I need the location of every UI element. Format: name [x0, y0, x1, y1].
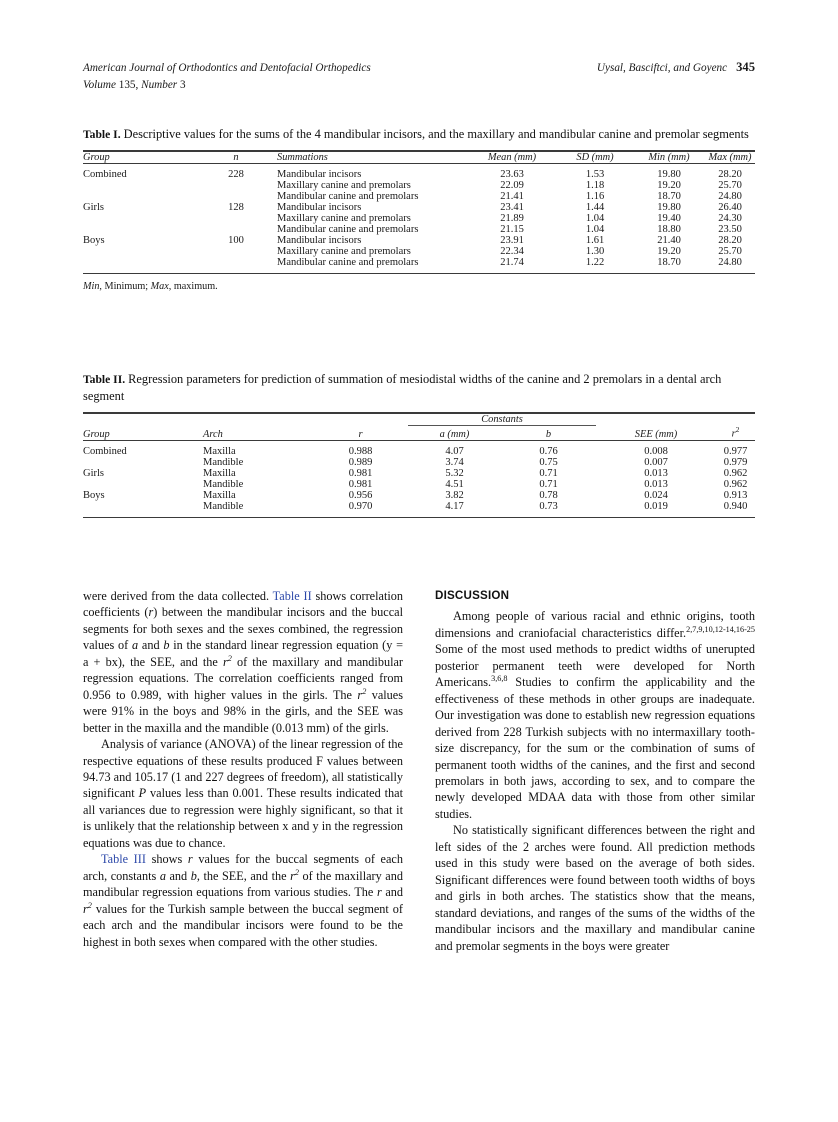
table-row: [83, 246, 755, 257]
table-1-cell-min: 19.20: [657, 246, 681, 258]
table-2-number: Table II.: [83, 373, 126, 386]
table-1-cell-mean: 23.91: [500, 235, 524, 247]
table-1-caption: [83, 126, 755, 143]
table-1-cell-mean: 21.15: [500, 224, 524, 236]
table-1-caption-text: Descriptive values for the sums of the 4 mandibular incisors, and the maxillary and mandibular canine and premolar segments: [123, 127, 749, 141]
running-head: [83, 60, 755, 93]
table-1-cell-n: [195, 257, 277, 274]
table-1-cell-n: [195, 224, 277, 235]
table-2-span-pad-3: [313, 413, 408, 426]
table-2-span-pad-4: [596, 413, 716, 426]
lp1-t5: in the standard linear regression equation (y = a + bx), the SEE, and the: [83, 638, 404, 669]
lp3-t7: values for the Turkish sample between the buccal segment of each arch and the mandibular incisors were found to be the highest in both sexes when compared with the other studies.: [83, 901, 403, 949]
table-1-cell-max: 28.20: [718, 169, 742, 181]
lp1-t2: shows correlation coefficients (: [83, 589, 404, 620]
table-1-cell-min: 19.40: [657, 213, 681, 225]
table-2-header-row: [83, 425, 755, 440]
table-row: [83, 468, 755, 479]
table-1-cell-max: 24.80: [705, 257, 755, 274]
table-2-caption-text: Regression parameters for prediction of summation of mesiodistal widths of the canine and 2 premolars in a dental arch segment: [83, 372, 722, 404]
table-1-cell-summation: Maxillary canine and premolars: [277, 180, 411, 192]
table-1-cell-sd: 1.18: [585, 180, 605, 192]
table-1-cell-n: 128: [228, 202, 244, 214]
table-2-col-r: r: [313, 425, 408, 440]
table-1-cell-group: [83, 246, 195, 257]
table-2-col-r-squared: [716, 425, 755, 440]
table-1-cell-summation: Mandibular canine and premolars: [277, 257, 467, 274]
lp3-r2-base: r: [290, 868, 295, 883]
table-2-col-see: SEE (mm): [596, 425, 716, 440]
table-1-number: Table I.: [83, 128, 121, 141]
table-1: [83, 150, 755, 274]
table-2-cell-r: 0.981: [348, 478, 373, 490]
author-list-and-page: [597, 60, 755, 77]
table-2-cell-r: 0.988: [348, 445, 373, 457]
table-1-cell-group: Boys: [83, 235, 105, 247]
rp1-t1: Among people of various racial and ethnic origins, tooth dimensions and craniofacial characteristics differ.: [435, 609, 755, 640]
table-2-cell-b: 0.75: [539, 456, 558, 468]
citation-ref-1[interactable]: 2,7,9,10,12-14,16-25: [686, 624, 755, 634]
lp1-r2: [223, 655, 232, 669]
table-row: [83, 202, 755, 213]
lp1-t3: ) between the mandibular incisors and the buccal segments for both sexes and the sexes combined, the regression values of: [83, 605, 403, 653]
table-1-col-sd: SD (mm): [557, 151, 633, 164]
table-1-cell-min: 19.80: [657, 202, 681, 214]
table-1-cell-min: 18.70: [657, 191, 681, 203]
table-2-cell-b: 0.73: [501, 501, 596, 518]
lp1-r2b-sup: 2: [362, 686, 367, 696]
lp3-t4: , the SEE, and the: [196, 868, 291, 883]
table-1-cell-mean: 22.34: [500, 246, 524, 258]
table-1-col-n: n: [195, 151, 277, 164]
table-1-cell-mean: 21.74: [467, 257, 557, 274]
lp3-r: r: [187, 852, 193, 867]
lp1-r2b: [357, 688, 366, 702]
table-2-cell-r-squared: 0.913: [723, 489, 748, 501]
table-1-cell-max: 25.70: [718, 246, 742, 258]
table-2-cell-r-squared: 0.979: [723, 456, 748, 468]
table-2-col-arch: Arch: [203, 425, 313, 440]
lp3-t1: shows: [145, 852, 188, 867]
table-2-cell-a: 3.82: [445, 489, 464, 501]
table-row: [83, 479, 755, 490]
table-2-col-r-squared-base: r: [731, 428, 736, 440]
lp3-r2-sup: 2: [294, 867, 299, 877]
table-1-cell-mean: 21.41: [500, 191, 524, 203]
table-row: [83, 440, 755, 457]
table-2-cell-r-squared: 0.977: [723, 445, 748, 457]
table-2-cell-a: 4.17: [408, 501, 501, 518]
body-columns: [83, 588, 755, 954]
table-1-cell-group: [83, 224, 195, 235]
table-3-crossref-link[interactable]: Table III: [101, 852, 146, 867]
lp3-r2: [290, 869, 299, 883]
lp3-r-italic: r: [376, 885, 382, 900]
table-2-span-pad-1: [83, 413, 203, 426]
table-row: [83, 490, 755, 501]
table-1-cell-group: [83, 257, 195, 274]
table-1-cell-min: 18.70: [633, 257, 705, 274]
table-1-cell-mean: 22.09: [500, 180, 524, 192]
table-2-span-pad-5: [716, 413, 755, 426]
table-1-cell-group: [83, 180, 195, 191]
table-1-col-max: Max (mm): [705, 151, 755, 164]
table-1-cell-n: [195, 180, 277, 191]
lp3-t3: and: [165, 868, 191, 883]
table-1-cell-sd: 1.16: [585, 191, 605, 203]
lp3-r2b-sup: 2: [87, 900, 92, 910]
page-number: 345: [736, 60, 755, 74]
table-1-col-min: Min (mm): [633, 151, 705, 164]
volume-value: 135,: [118, 78, 139, 91]
lp3-r2b-base: r: [83, 901, 88, 916]
table-1-cell-sd: 1.04: [585, 224, 605, 236]
footnote-min-text: , Minimum;: [99, 281, 151, 293]
table-1-cell-n: 228: [228, 169, 244, 181]
rp1-t3: Studies to confirm the applicability and the effectiveness of these methods in other groups are inadequate. Our investigation was done to establish new regression equations derived from 228 Turkish subjects with no intermaxillary tooth-size discrepancy, for the sum or the combination of sums of permanent tooth widths of the canines, and the first and second premolars in both jaws, according to sex, and to compare the newly developed MDAA data with those from other similar studies.: [435, 675, 755, 821]
table-1-cell-sd: 1.44: [585, 202, 605, 214]
table-1-cell-summation: Maxillary canine and premolars: [277, 246, 411, 258]
lp3-t6: and: [381, 885, 404, 900]
table-2-col-a: a (mm): [408, 425, 501, 440]
left-para-1: [83, 588, 403, 736]
table-2-cell-see: 0.008: [644, 445, 668, 457]
table-1-cell-sd: 1.04: [585, 213, 605, 225]
table-row: [83, 213, 755, 224]
volume-label: Volume: [83, 78, 116, 91]
lp1-r2-sup: 2: [227, 653, 232, 663]
footnote-max-text: , maximum.: [168, 281, 218, 293]
table-2-cell-b: 0.71: [539, 478, 558, 490]
lp2-t2: values less than 0.001. These results indicated that all variances due to regression were highly significant, so that it is unlikely that the relationship between x and y in the regression equations was due to chance.: [83, 786, 403, 850]
table-row: [83, 257, 755, 274]
right-column: [435, 588, 755, 954]
table-1-cell-max: 23.50: [718, 224, 742, 236]
left-para-2: [83, 736, 403, 851]
lp1-r2b-base: r: [357, 687, 363, 702]
discussion-heading: DISCUSSION: [435, 589, 510, 602]
table-1-cell-n: [195, 213, 277, 224]
table-1-col-group: Group: [83, 151, 195, 164]
table-1-cell-max: 25.70: [718, 180, 742, 192]
lp1-t4: and: [138, 638, 164, 653]
table-1-col-summations: Summations: [277, 151, 467, 164]
lp1-a: a: [132, 638, 139, 653]
table-2-cell-arch: Mandible: [203, 501, 313, 518]
table-1-cell-summation: Mandibular canine and premolars: [277, 191, 419, 203]
lp3-b: b: [190, 868, 197, 883]
table-2-cell-see: 0.024: [644, 489, 668, 501]
left-para-3: [83, 851, 403, 950]
table-2-cell-group: [83, 457, 203, 468]
lp2-t1: Analysis of variance (ANOVA) of the linear regression of the respective equations of these results produced F values between 94.73 and 105.17 (1 and 227 degrees of freedom), all statistically significant: [83, 737, 403, 801]
table-1-cell-summation: Mandibular incisors: [277, 169, 362, 181]
lp3-a: a: [159, 868, 166, 883]
table-2-cell-b: 0.78: [539, 489, 558, 501]
table-1-cell-max: 26.40: [718, 202, 742, 214]
table-1-footnote: [83, 281, 755, 292]
table-1-cell-mean: 23.41: [500, 202, 524, 214]
lp3-t2: values for the buccal segments of each arch, constants: [83, 852, 403, 883]
lp3-t5: of the maxillary and mandibular regression equations from various studies. The: [83, 868, 403, 900]
table-2-cell-arch: Mandible: [203, 478, 244, 490]
table-row: [83, 501, 755, 518]
table-1-cell-summation: Maxillary canine and premolars: [277, 213, 411, 225]
number-label: Number: [141, 78, 178, 91]
table-1-cell-max: 28.20: [718, 235, 742, 247]
table-2-cell-group: [83, 479, 203, 490]
table-1-cell-sd: 1.22: [557, 257, 633, 274]
table-1-cell-min: 21.40: [657, 235, 681, 247]
lp1-t7: values were 91% in the boys and 98% in the girls, and the SEE was better in the maxilla and the mandible (0.013 mm) of the girls.: [83, 687, 403, 735]
citation-ref-2[interactable]: 3,6,8: [491, 674, 508, 684]
table-2-cell-r: 0.981: [348, 467, 373, 479]
lp1-r2-base: r: [222, 654, 228, 669]
table-1-cell-summation: Mandibular canine and premolars: [277, 224, 419, 236]
table-1-cell-sd: 1.53: [585, 169, 605, 181]
table-1-cell-n: [195, 191, 277, 202]
table-2-cell-arch: Maxilla: [203, 445, 236, 457]
table-2-cell-r: 0.956: [348, 489, 373, 501]
table-row: [83, 180, 755, 191]
table-1-cell-sd: 1.61: [585, 235, 605, 247]
lp1-t6: of the maxillary and mandibular regression equations. The correlation coefficients ranged from 0.956 to 0.989, with higher values in the girls. The: [83, 654, 404, 702]
table-2-cell-see: 0.013: [644, 467, 668, 479]
journal-title: American Journal of Orthodontics and Dentofacial Orthopedics: [83, 62, 371, 74]
table-2-cell-arch: Maxilla: [203, 489, 236, 501]
table-2-cell-r: 0.989: [348, 456, 373, 468]
table-2-cell-arch: Maxilla: [203, 467, 236, 479]
table-1-block: [83, 126, 755, 292]
table-2-cell-group: Girls: [83, 467, 104, 479]
table-1-cell-min: 19.20: [657, 180, 681, 192]
number-value: 3: [179, 78, 186, 91]
table-2-caption: [83, 371, 755, 405]
right-para-2: No statistically significant differences between the right and left sides of the 2 arches were found. All prediction methods used in this study were based on the average of both sides. Significant differences were found between tooth widths of boys and girls in both arches. The statistics show that the means, standard deviations, and ranges of the sums of the widths of the mandibular incisors and the maxillary and mandibular canine and premolar segments in the boys were greater: [435, 823, 755, 953]
table-1-cell-min: 19.80: [657, 169, 681, 181]
lp2-p: P: [138, 786, 147, 801]
table-2-col-group: Group: [83, 425, 203, 440]
table-2-block: [83, 371, 755, 518]
table-1-cell-max: 24.80: [718, 191, 742, 203]
table-1-cell-summation: Mandibular incisors: [277, 202, 362, 214]
table-2-cell-r-squared: 0.962: [723, 467, 748, 479]
table-2-cell-see: 0.013: [644, 478, 668, 490]
table-2-span-pad-2: [203, 413, 313, 426]
lp1-b: b: [163, 638, 170, 653]
table-1-col-mean: Mean (mm): [467, 151, 557, 164]
table-row: [83, 235, 755, 246]
table-row: [83, 224, 755, 235]
table-row: [83, 457, 755, 468]
table-1-cell-mean: 23.63: [500, 169, 524, 181]
table-2-cell-a: 5.32: [445, 467, 464, 479]
table-1-cell-group: Combined: [83, 169, 127, 181]
table-row: [83, 191, 755, 202]
table-1-cell-max: 24.30: [718, 213, 742, 225]
table-2-cell-b: 0.71: [539, 467, 558, 479]
lp1-r: r: [148, 605, 154, 620]
table-2-cell-group: Boys: [83, 489, 105, 501]
table-2-constants-span-header: Constants: [408, 413, 596, 426]
table-2-cell-r-squared: 0.940: [716, 501, 755, 518]
volume-issue-line: [83, 78, 755, 94]
table-2: [83, 412, 755, 518]
table-1-cell-group: [83, 213, 195, 224]
right-para-1: [435, 608, 755, 822]
table-row: [83, 164, 755, 181]
table-2-cell-r: 0.970: [313, 501, 408, 518]
lp1-t1: were derived from the data collected.: [83, 589, 273, 603]
table-2-cell-group: Combined: [83, 445, 127, 457]
table-2-cell-a: 4.51: [445, 478, 464, 490]
table-1-cell-summation: Mandibular incisors: [277, 235, 362, 247]
table-1-cell-n: [195, 246, 277, 257]
table-2-crossref-link[interactable]: Table II: [272, 589, 312, 603]
table-2-col-b: b: [501, 425, 596, 440]
table-1-cell-sd: 1.30: [585, 246, 605, 258]
footnote-max-abbr: Max: [150, 281, 169, 293]
table-1-cell-min: 18.80: [657, 224, 681, 236]
table-2-cell-see: 0.019: [596, 501, 716, 518]
footnote-min-abbr: Min: [83, 281, 100, 293]
table-2-cell-arch: Mandible: [203, 456, 244, 468]
table-1-header-row: [83, 151, 755, 164]
left-column: [83, 588, 403, 954]
table-1-cell-mean: 21.89: [500, 213, 524, 225]
table-2-col-r-squared-sup: 2: [735, 425, 740, 435]
table-1-cell-group: Girls: [83, 202, 104, 214]
table-2-cell-r-squared: 0.962: [723, 478, 748, 490]
table-2-cell-b: 0.76: [539, 445, 558, 457]
table-2-span-row: [83, 413, 755, 426]
table-2-cell-group: [83, 501, 203, 518]
lp3-r2b: [83, 902, 92, 916]
table-2-cell-a: 4.07: [445, 445, 464, 457]
table-1-cell-n: 100: [228, 235, 244, 247]
rp1-t2: Some of the most used methods to predict widths of unerupted posterior permanent teeth were developed for North Americans.: [435, 642, 755, 690]
table-2-cell-see: 0.007: [644, 456, 668, 468]
table-2-cell-a: 3.74: [445, 456, 464, 468]
table-1-cell-group: [83, 191, 195, 202]
author-list: Uysal, Basciftci, and Goyenc: [596, 62, 728, 74]
